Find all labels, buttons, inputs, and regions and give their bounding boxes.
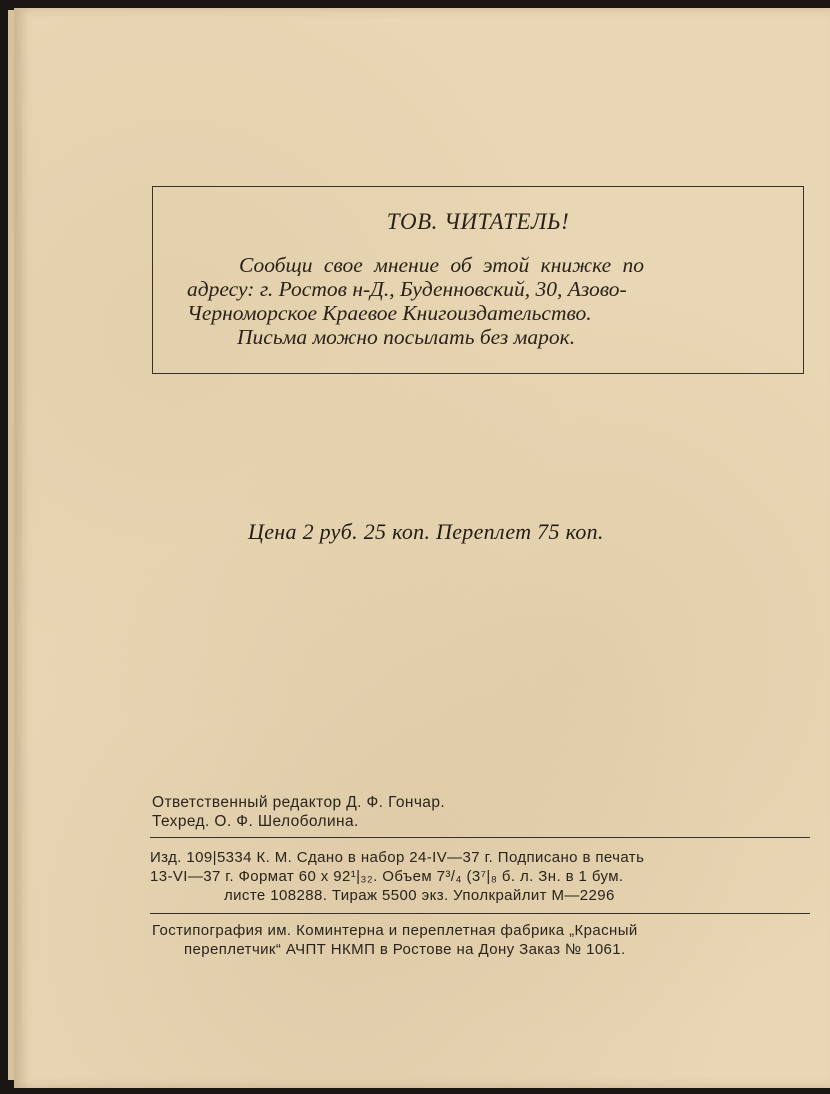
printer-line: переплетчик“ АЧПТ НКМП в Ростове на Дону Заказ № 1061. <box>184 941 626 958</box>
notice-title: ТОВ. ЧИТАТЕЛЬ! <box>386 209 570 234</box>
publication-detail-line: 13-VI—37 г. Формат 60 х 92¹|₃₂. Объем 7³/₄ (3⁷|₈ б. л. Зн. в 1 бум. <box>150 868 624 885</box>
editor-credit: Ответственный редактор Д. Ф. Гончар. <box>152 794 446 811</box>
notice-line: адресу: г. Ростов н-Д., Буденновский, 30, Азово- <box>187 277 627 301</box>
credits <box>152 793 445 831</box>
notice-line: Письма можно посылать без марок. <box>237 325 576 349</box>
publication-details <box>150 848 644 905</box>
techeditor-credit: Техред. О. Ф. Шелоболина. <box>152 813 359 830</box>
divider-rule <box>150 837 810 838</box>
publication-detail-line: листе 108288. Тираж 5500 экз. Уполкрайлит М—2296 <box>224 887 615 904</box>
printer-info <box>152 921 638 959</box>
notice-line: Черноморское Краевое Книгоиздательство. <box>187 301 592 325</box>
divider-rule <box>150 913 810 914</box>
book-back-page <box>14 8 830 1088</box>
publication-detail-line: Изд. 109|5334 К. М. Сдано в набор 24-IV—37 г. Подписано в печать <box>150 849 645 866</box>
notice-line: Сообщи свое мнение об этой книжке по <box>239 253 645 277</box>
printer-line: Гостипография им. Коминтерна и переплетная фабрика „Красный <box>152 922 638 939</box>
notice-text <box>187 253 777 349</box>
reader-notice-box <box>152 186 804 374</box>
price-line: Цена 2 руб. 25 коп. Переплет 75 коп. <box>248 519 604 544</box>
